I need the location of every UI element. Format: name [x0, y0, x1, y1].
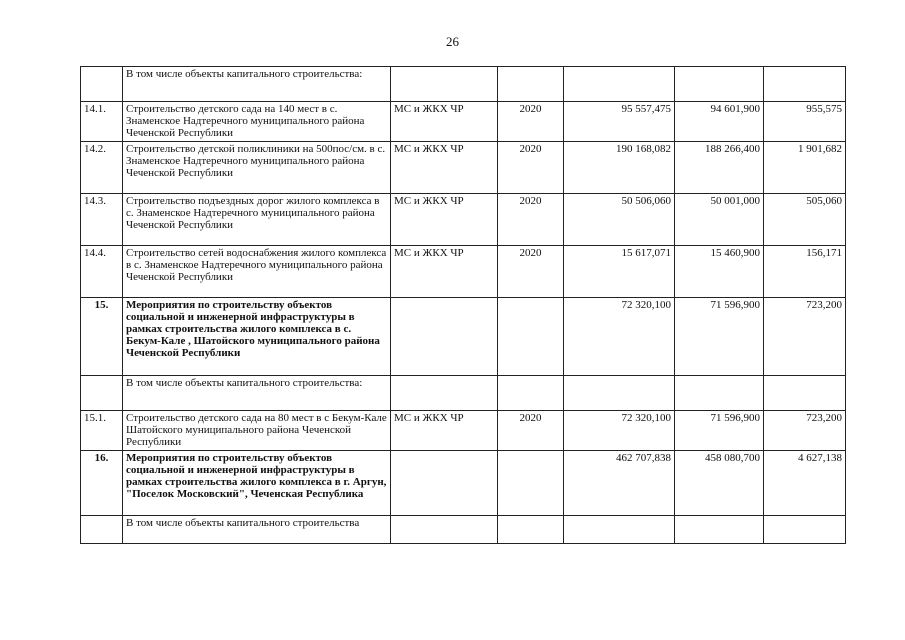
- item-name-cell: В том числе объекты капитального строительства:: [123, 376, 391, 411]
- item-name-cell: Мероприятия по строительству объектов социальной и инженерной инфраструктуры в рамках строительства жилого комплекса в с. Бекум-Кале , Шатойского муниципального района Чеченской Республики: [123, 298, 391, 376]
- total-amount-cell: 72 320,100: [564, 411, 675, 451]
- year-cell: 2020: [498, 246, 564, 298]
- budget-table: [80, 66, 846, 544]
- year-cell: 2020: [498, 194, 564, 246]
- executor-cell: МС и ЖКХ ЧР: [391, 246, 498, 298]
- executor-cell: [391, 451, 498, 516]
- total-amount-cell: [564, 516, 675, 544]
- table-row: [81, 194, 846, 246]
- federal-amount-cell: 50 001,000: [675, 194, 764, 246]
- total-amount-cell: 462 707,838: [564, 451, 675, 516]
- year-cell: [498, 67, 564, 102]
- row-number-cell: 14.2.: [81, 142, 123, 194]
- total-amount-cell: 72 320,100: [564, 298, 675, 376]
- table-row: [81, 298, 846, 376]
- year-cell: 2020: [498, 142, 564, 194]
- federal-amount-cell: 458 080,700: [675, 451, 764, 516]
- row-number-cell: 14.3.: [81, 194, 123, 246]
- row-number-cell: 14.1.: [81, 102, 123, 142]
- total-amount-cell: 95 557,475: [564, 102, 675, 142]
- republic-amount-cell: [764, 516, 846, 544]
- row-number-cell: 14.4.: [81, 246, 123, 298]
- item-name-cell: Строительство детского сада на 140 мест в с. Знаменское Надтеречного муниципального района Чеченской Республики: [123, 102, 391, 142]
- item-name-cell: В том числе объекты капитального строительства:: [123, 67, 391, 102]
- item-name-cell: Строительство детской поликлиники на 500пос/см. в с. Знаменское Надтеречного муниципального района Чеченской Республики: [123, 142, 391, 194]
- table-row: [81, 451, 846, 516]
- year-cell: [498, 376, 564, 411]
- republic-amount-cell: [764, 67, 846, 102]
- republic-amount-cell: 4 627,138: [764, 451, 846, 516]
- table-row: [81, 246, 846, 298]
- year-cell: [498, 298, 564, 376]
- row-number-cell: [81, 376, 123, 411]
- republic-amount-cell: 156,171: [764, 246, 846, 298]
- federal-amount-cell: 71 596,900: [675, 298, 764, 376]
- executor-cell: [391, 67, 498, 102]
- republic-amount-cell: 505,060: [764, 194, 846, 246]
- table-row: [81, 142, 846, 194]
- year-cell: [498, 451, 564, 516]
- executor-cell: [391, 298, 498, 376]
- republic-amount-cell: 1 901,682: [764, 142, 846, 194]
- executor-cell: [391, 376, 498, 411]
- total-amount-cell: 190 168,082: [564, 142, 675, 194]
- federal-amount-cell: 71 596,900: [675, 411, 764, 451]
- row-number-cell: 15.1.: [81, 411, 123, 451]
- table-row: [81, 411, 846, 451]
- federal-amount-cell: 15 460,900: [675, 246, 764, 298]
- year-cell: [498, 516, 564, 544]
- table-row: [81, 376, 846, 411]
- total-amount-cell: 50 506,060: [564, 194, 675, 246]
- row-number-cell: [81, 516, 123, 544]
- total-amount-cell: 15 617,071: [564, 246, 675, 298]
- executor-cell: МС и ЖКХ ЧР: [391, 194, 498, 246]
- executor-cell: МС и ЖКХ ЧР: [391, 102, 498, 142]
- row-number-cell: 16.: [81, 451, 123, 516]
- item-name-cell: Строительство подъездных дорог жилого комплекса в с. Знаменское Надтеречного муниципального района Чеченской Республики: [123, 194, 391, 246]
- executor-cell: [391, 516, 498, 544]
- item-name-cell: Строительство детского сада на 80 мест в с Бекум-Кале Шатойского муниципального района Чеченской Республики: [123, 411, 391, 451]
- page-number: 26: [446, 34, 459, 49]
- republic-amount-cell: 723,200: [764, 411, 846, 451]
- row-number-cell: 15.: [81, 298, 123, 376]
- federal-amount-cell: 188 266,400: [675, 142, 764, 194]
- total-amount-cell: [564, 376, 675, 411]
- federal-amount-cell: [675, 67, 764, 102]
- item-name-cell: Мероприятия по строительству объектов социальной и инженерной инфраструктуры в рамках строительства жилого комплекса в г. Аргун, "Поселок Московский", Чеченская Республика: [123, 451, 391, 516]
- row-number-cell: [81, 67, 123, 102]
- table-row: [81, 516, 846, 544]
- table-row: [81, 102, 846, 142]
- federal-amount-cell: [675, 516, 764, 544]
- year-cell: 2020: [498, 102, 564, 142]
- total-amount-cell: [564, 67, 675, 102]
- executor-cell: МС и ЖКХ ЧР: [391, 142, 498, 194]
- table-row: [81, 67, 846, 102]
- budget-table-body: [81, 67, 846, 544]
- item-name-cell: В том числе объекты капитального строительства: [123, 516, 391, 544]
- federal-amount-cell: 94 601,900: [675, 102, 764, 142]
- republic-amount-cell: 723,200: [764, 298, 846, 376]
- executor-cell: МС и ЖКХ ЧР: [391, 411, 498, 451]
- republic-amount-cell: 955,575: [764, 102, 846, 142]
- item-name-cell: Строительство сетей водоснабжения жилого комплекса в с. Знаменское Надтеречного муниципального района Чеченской Республики: [123, 246, 391, 298]
- federal-amount-cell: [675, 376, 764, 411]
- year-cell: 2020: [498, 411, 564, 451]
- republic-amount-cell: [764, 376, 846, 411]
